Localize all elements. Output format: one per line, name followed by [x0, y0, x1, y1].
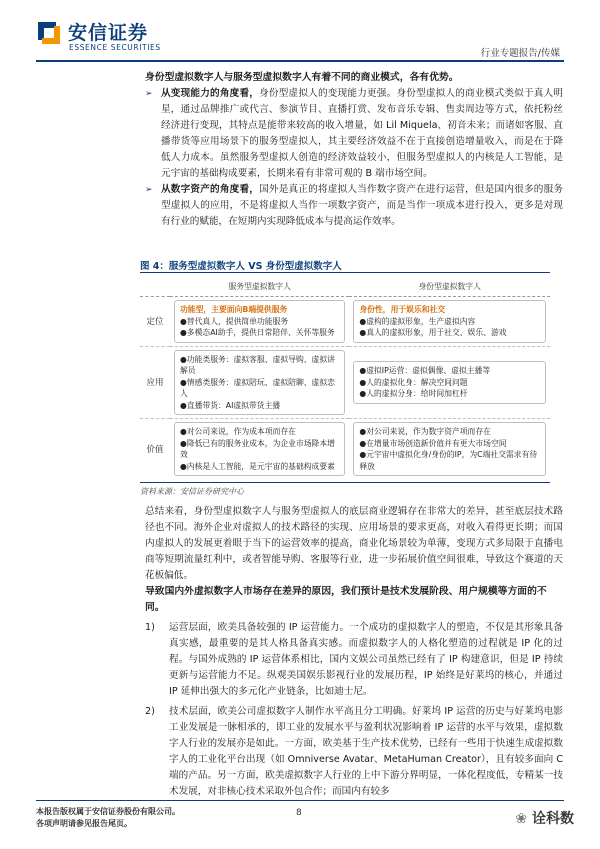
footer-line-2: 各项声明请参见报告尾页。	[36, 819, 132, 828]
bullet-text: 国外是真正的将虚拟人当作数字资产在进行运营，但是国内很多的服务型虚拟人的应用，不是将虚拟人当作一项数字资产，而是当作一项成本进行投入，更多是对现有行业的赋能，在短期内实现降低成本与提高运作效率。	[161, 184, 564, 227]
list-item: ●功能类服务：虚拟客服、虚拟导购、虚拟讲解员	[180, 354, 335, 375]
service-tag: 功能型，主要面向B端提供服务	[180, 305, 288, 314]
bullet-text: 身份型虚拟人的变现能力更强。身份型虚拟人的商业模式类似于真人明星，通过品牌推广或代言、参演节目、直播打赏、发布音乐专辑、售卖周边等方式，依托粉丝经济进行变现，其特点是能带来较高的收入增量，如 Lil Miquela、初音未来；而诸如客服、直播带货等应用场景下的服务型虚拟人，其主要经济效益不在于直接创造增量收入，而是在于降低人力成本。虽然服务型虚拟人创造的经济效益较小，但服务型虚拟人的内核是人工智能，是元宇宙的基础构成要素，长期来看有非常可观的 B 端市场空间。	[161, 88, 564, 179]
table-row	[140, 419, 550, 480]
table-row	[140, 297, 550, 347]
footer-line-1: 本报告版权属于安信证券股份有限公司。	[36, 807, 180, 816]
list-item: ●替代真人，提供简单功能服务	[180, 316, 289, 326]
reasons-section	[145, 584, 563, 800]
list-item: ●对公司来说，作为数字资产项而存在	[359, 427, 491, 436]
intro-section	[145, 70, 563, 230]
service-cell	[170, 297, 349, 347]
list-item: ●降低已有的服务业成本，为企业市场降本增效	[180, 438, 335, 459]
header-divider	[36, 60, 564, 62]
column-header-service: 服务型虚拟数字人	[170, 276, 349, 297]
list-item: ●真人的虚拟形象，用于社交、娱乐、游戏	[359, 328, 507, 337]
arrow-icon: ➢	[145, 185, 153, 195]
identity-cell	[349, 346, 550, 419]
bullet-lead: 从数字资产的角度看，	[161, 184, 260, 195]
list-item: ●内核是人工智能，是元宇宙的基础构成要素	[180, 461, 335, 471]
row-label: 应用	[140, 346, 170, 419]
bullet-monetization	[145, 86, 563, 182]
table-corner	[140, 276, 170, 297]
row-label: 定位	[140, 297, 170, 347]
comparison-table	[140, 276, 550, 479]
list-item: ●人的虚拟化身：解决空间问题	[359, 377, 468, 387]
list-item	[145, 704, 563, 800]
identity-cell	[349, 419, 550, 480]
item-text: 技术层面，欧美公司虚拟数字人制作水平高且分工明确。好莱坞 IP 运营的历史与好莱坞电影工业发展是一脉相承的，即工业的发展水平与盈利状况影响着 IP 运营的水平与效果，虚拟数字人行业的发展亦是如此。一方面，欧美基于生产技术优势，已经有一些用于快速生成虚拟数字人的工业化平台出现（如 Omniverse Avatar、MetaHuman Creator），且有较多面向 C 端的产品。另一方面，欧美虚拟数字人行业的上中下游分界明显，一体化程度低，专精某一技术发展，对非核心技术采取外包合作；而国内有较多	[169, 706, 563, 797]
item-text: 运营层面，欧美具备较强的 IP 运营能力。一个成功的虚拟数字人的塑造，不仅是其形象具备真实感，最重要的是其人格具备真实感。而虚拟数字人的人格化塑造的过程就是 IP 化的过程。与国外成熟的 IP 运营体系相比，国内文娱公司虽然已经有了 IP 构建意识，但是 IP 持续更新与运营能力不足。纵观美国娱乐影视行业的发展历程，IP 始终是好莱坞的核心，并通过 IP 延伸出强大的多元化产业链条，比如迪士尼。	[169, 622, 563, 697]
table-row	[140, 346, 550, 419]
list-item: ●多模态AI助手，提供日常陪伴、关怀等服务	[180, 328, 335, 337]
list-item: ●在增量市场创造新价值并有更大市场空间	[359, 438, 507, 448]
summary-paragraph: 总结来看，身份型虚拟数字人与服务型虚拟人的底层商业逻辑存在非常大的差异，甚至底层技术路径也不同。海外企业对虚拟人的技术路径的实现、应用场景的要求更高，对收入看得更长期；而国内虚拟人的发展更着眼于当下的运营效率的提高，商业化场景较为单薄，变现方式多局限于直播电商等短期流量红利中，或者智能导购、客服等行业，进一步拓展价值空间很难，导致这个赛道的天花板偏低。	[145, 506, 563, 581]
footer-disclaimer	[36, 806, 180, 830]
service-cell	[170, 419, 349, 480]
section-heading: 身份型虚拟数字人与服务型虚拟数字人有着不同的商业模式，各有优势。	[145, 72, 459, 83]
bullet-lead: 从变现能力的角度看，	[161, 88, 260, 99]
list-item: ●直播带货：AI虚拟带货主播	[180, 400, 281, 410]
wechat-icon: ❀	[515, 811, 528, 827]
item-number: 1)	[145, 622, 155, 633]
column-header-identity: 身份型虚拟数字人	[349, 276, 550, 297]
list-item: ●情感类服务：虚拟陪玩、虚拟陪聊、虚拟恋人	[180, 377, 335, 398]
service-cell	[170, 346, 349, 419]
list-item	[145, 620, 563, 700]
list-item: ●人的虚拟分身：给时间加杠杆	[359, 389, 468, 398]
figure-title: 图 4：服务型虚拟数字人 VS 身份型虚拟数字人	[140, 261, 342, 272]
figure-top-rule	[140, 272, 550, 273]
section-heading: 导致国内外虚拟数字人市场存在差异的原因，我们预计是技术发展阶段、用户规模等方面的不同。	[145, 586, 547, 613]
report-type: 行业专题报告/传媒	[480, 48, 560, 59]
list-item: ●元宇宙中虚拟化身/身份的IP，为C端社交需求有待释放	[359, 450, 538, 471]
footer-divider	[36, 800, 564, 801]
page-number: 8	[296, 808, 302, 818]
arrow-icon: ➢	[145, 89, 153, 99]
logo-text: 安信证券	[68, 22, 149, 44]
logo-subtext: ESSENCE SECURITIES	[69, 43, 161, 52]
item-number: 2)	[145, 706, 155, 717]
watermark	[515, 808, 574, 828]
list-item: ●虚拟IP运营：虚拟偶像、虚拟主播等	[359, 366, 491, 375]
list-item: ●虚构的虚拟形象，生产虚拟内容	[359, 316, 476, 326]
identity-tag: 身份性，用于娱乐和社交	[359, 305, 446, 314]
bullet-digital-asset	[145, 182, 563, 230]
row-label: 价值	[146, 445, 164, 455]
list-item: ●对公司来说，作为成本项而存在	[180, 427, 296, 436]
logo-icon	[36, 20, 62, 46]
watermark-text: 诠科数	[532, 811, 574, 827]
identity-cell	[349, 297, 550, 347]
figure-source: 资料来源：安信证券研究中心	[140, 487, 244, 496]
figure-bottom-rule	[140, 482, 550, 483]
